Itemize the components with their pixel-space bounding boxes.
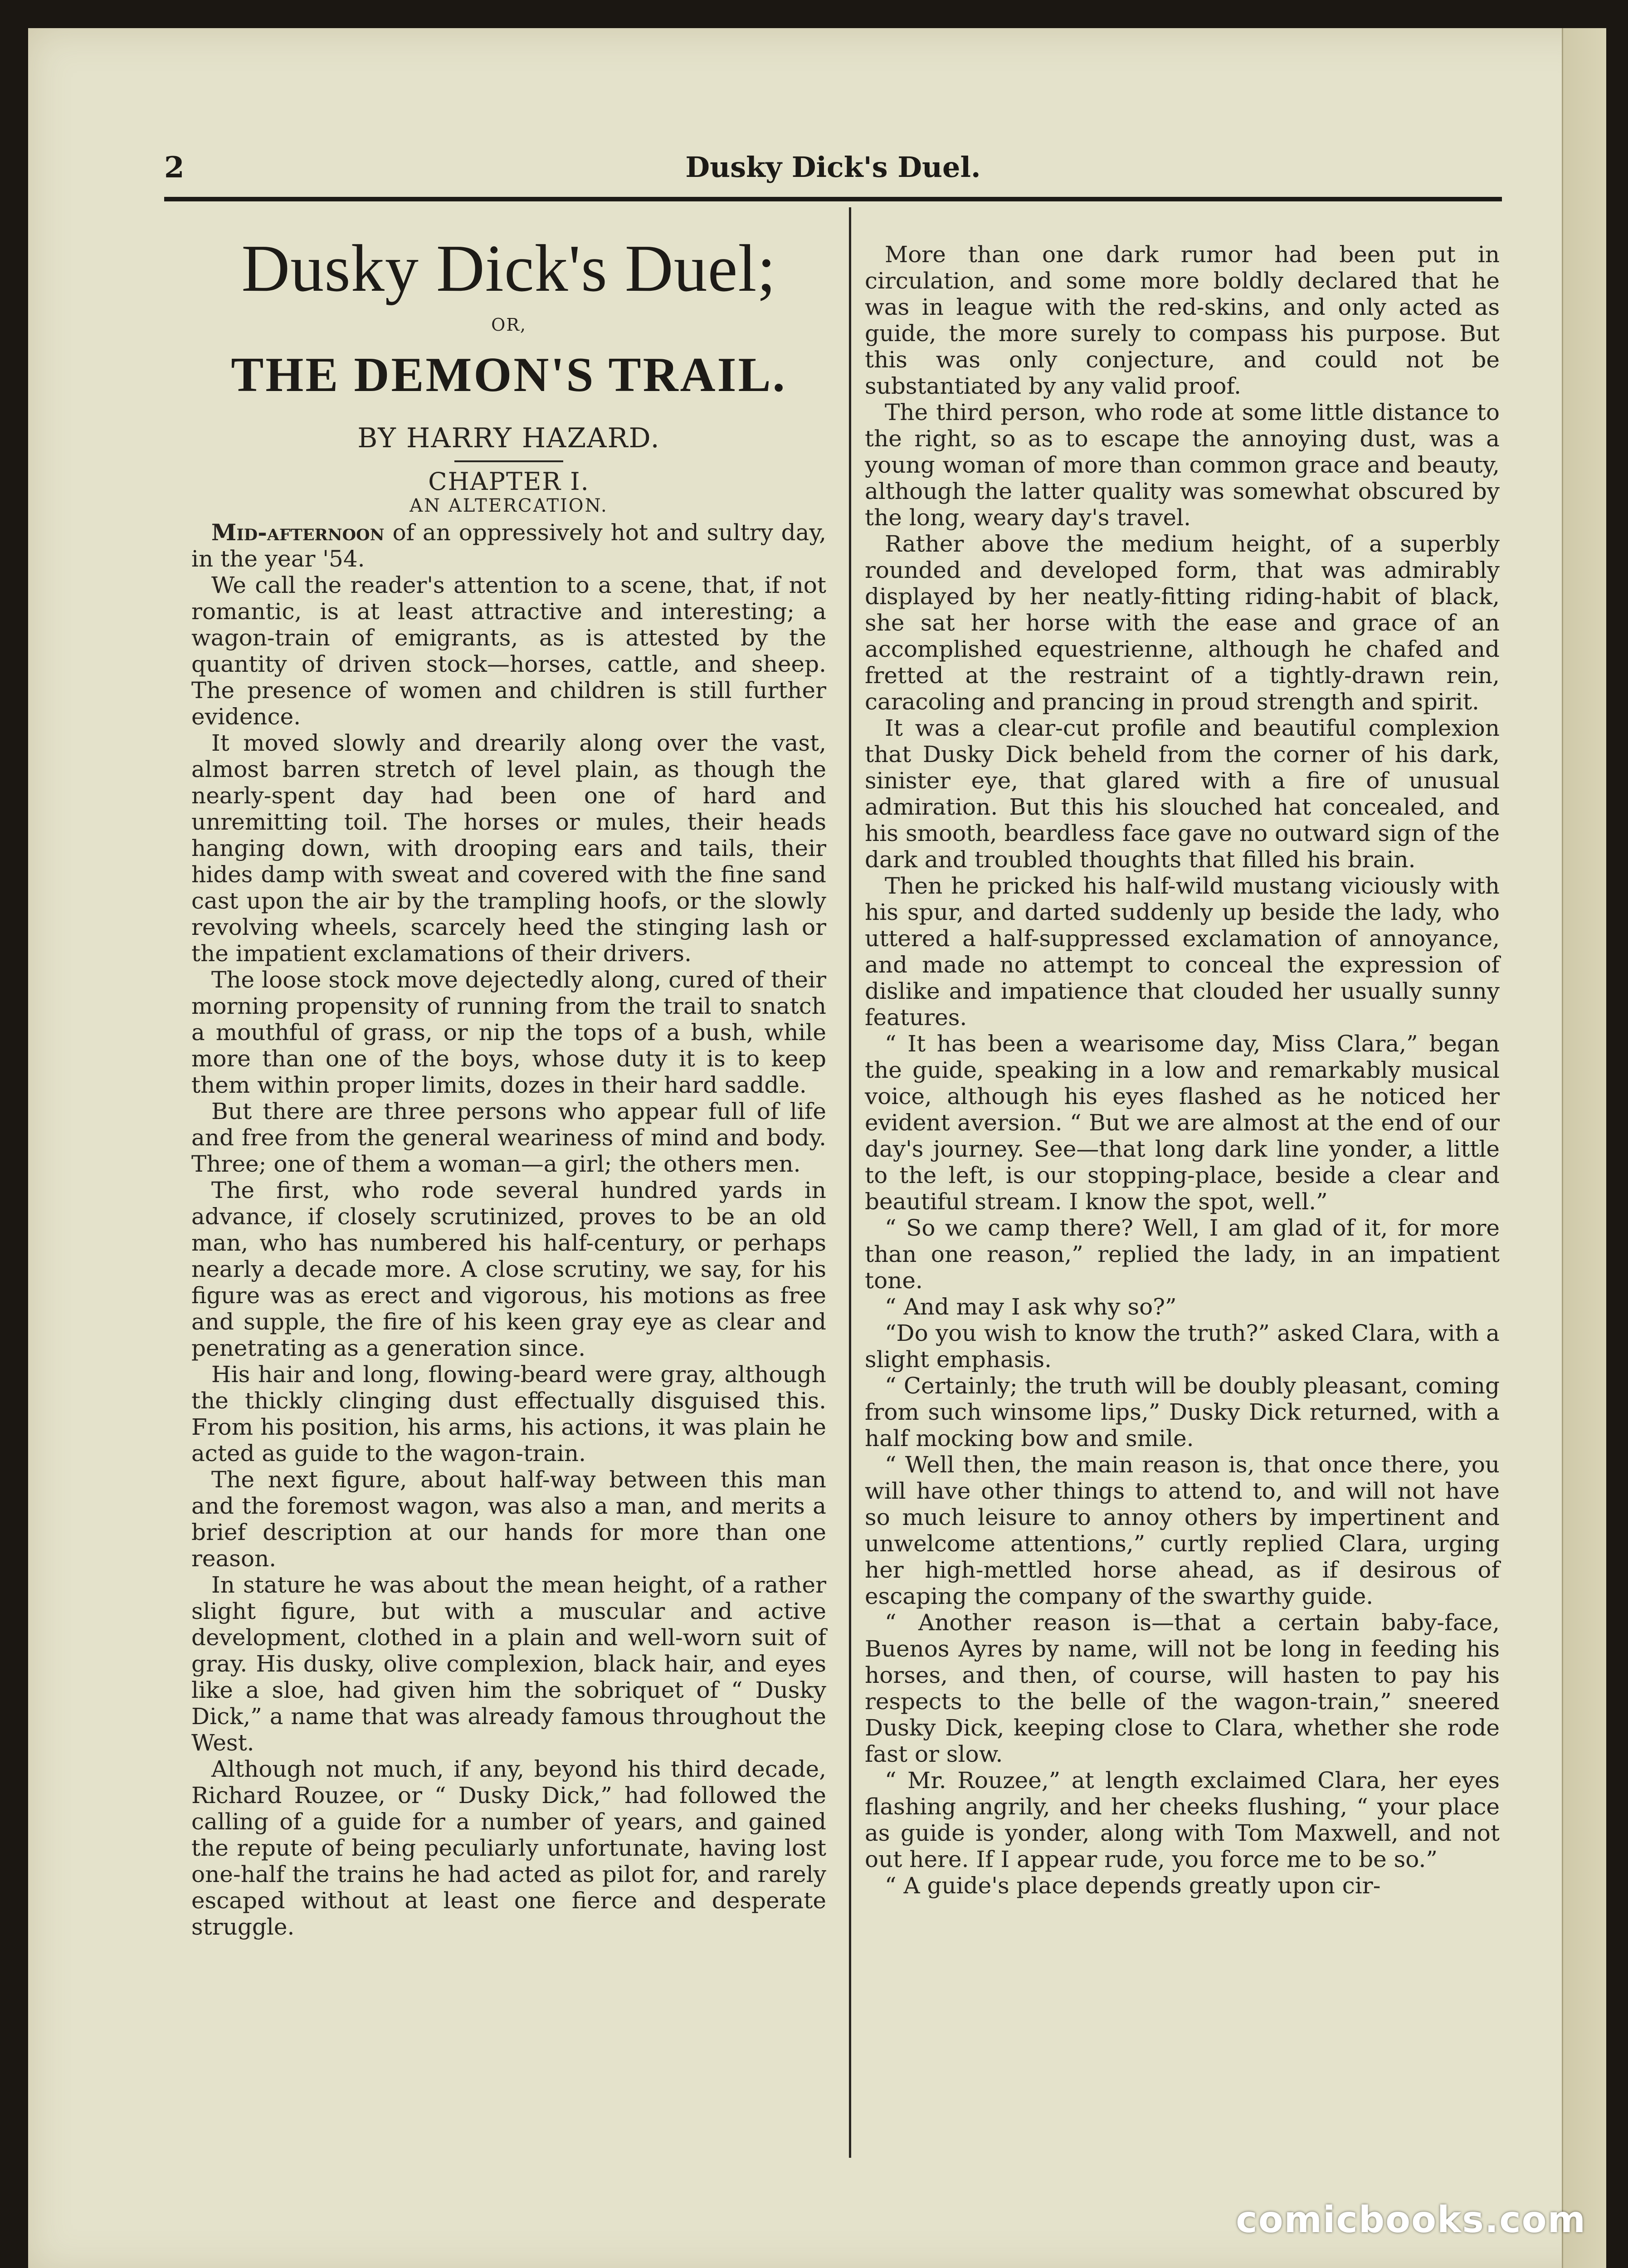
story-title: Dusky Dick's Duel; [241,231,776,306]
left-paragraph: The loose stock move dejectedly along, cured of their morning propensity of running from the trail to snatch a mouthful of grass, or nip the tops of a bush, while more than one of the boys, whose duty it is to keep them within proper limits, dozes in their hard saddle. [191,967,826,1098]
byline: BY HARRY HAZARD. [357,422,660,454]
left-paragraph: It moved slowly and drearily along over the vast, almost barren stretch of level plain, as though the nearly-spent day had been one of hard and unremitting toil. The horses or mules, their heads hanging down, with drooping ears and tails, their hides damp with sweat and covered with the fine sand cast upon the air by the trampling hoofs, or the slowly revolving wheels, scarcely heed the stinging lash or the impatient exclamations of their drivers. [191,730,826,967]
opening-paragraph [191,519,826,572]
left-paragraph: Although not much, if any, beyond his third decade, Richard Rouzee, or “ Dusky Dick,” had followed the calling of a guide for a number of years, and gained the repute of being peculiarly unfortunate, having lost one-half the trains he had acted as pilot for, and rarely escaped without at least one fierce and desperate struggle. [191,1756,826,1940]
right-paragraph: The third person, who rode at some little distance to the right, so as to escape the annoying dust, was a young woman of more than common grace and beauty, although the latter quality was somewhat obscured by the long, weary day's travel. [865,399,1500,531]
right-paragraph: “ Another reason is—that a certain baby-face, Buenos Ayres by name, will not be long in feeding his horses, and then, of course, will hasten to pay his respects to the belle of the wagon-train,” sneered Dusky Dick, keeping close to Clara, whether she rode fast or slow. [865,1609,1500,1767]
opening-rest: of an oppressively hot and sultry day, in the year '54. [191,519,826,572]
right-paragraph: More than one dark rumor had been put in circulation, and some more boldly declared that he was in league with the red-skins, and only acted as guide, the more surely to compass his purpose. But this was only conjecture, and could not be substantiated by any valid proof. [865,241,1500,399]
title-or: OR, [491,315,526,335]
chapter-title: AN ALTERCATION. [409,495,608,516]
watermark: comicbooks.com [1236,2199,1586,2241]
right-paragraph: “ Well then, the main reason is, that once there, you will have other things to attend to, and will not have so much leisure to annoy others by impertinent and unwelcome attentions,” curtly replied Clara, urging her high-mettled horse ahead, as if desirous of escaping the company of the swarthy guide. [865,1452,1500,1609]
right-paragraph: “ A guide's place depends greatly upon cir- [885,1872,1381,1899]
right-paragraph: “ So we camp there? Well, I am glad of it, for more than one reason,” replied the lady, in an impatient tone. [865,1215,1500,1294]
header-rule [164,197,1502,201]
newspaper-page [28,28,1606,2268]
right-paragraph: Then he pricked his half-wild mustang viciously with his spur, and darted suddenly up beside the lady, who uttered a half-suppressed exclamation of annoyance, and made no attempt to conceal the expression of dislike and impatience that clouded her usually sunny features. [865,873,1500,1031]
byline-rule [454,460,563,462]
page-number: 2 [164,151,185,185]
story-subtitle: THE DEMON'S TRAIL. [231,348,787,402]
running-title: Dusky Dick's Duel. [685,151,981,184]
left-paragraph: But there are three persons who appear full of life and free from the general weariness of mind and body. Three; one of them a woman—a girl; the others men. [191,1098,826,1177]
right-paragraph: “Do you wish to know the truth?” asked Clara, with a slight emphasis. [865,1320,1500,1373]
right-column [865,241,1500,1899]
left-column [191,230,826,1940]
right-paragraph: Rather above the medium height, of a superbly rounded and developed form, that was admirably displayed by her neatly-fitting riding-habit of black, she sat her horse with the ease and grace of an accomplished equestrienne, although he chafed and fretted at the restraint of a tightly-drawn rein, caracoling and prancing in proud strength and spirit. [865,531,1500,715]
opening-words: Mid-afternoon [211,519,385,546]
right-paragraph: “ It has been a wearisome day, Miss Clara,” began the guide, speaking in a low and remarkably musical voice, although his eyes flashed as he noticed her evident aversion. “ But we are almost at the end of our day's journey. See—that long dark line yonder, a little to the left, is our stopping-place, beside a clear and beautiful stream. I know the spot, well.” [865,1031,1500,1215]
left-paragraph: The next figure, about half-way between this man and the foremost wagon, was also a man, and merits a brief description at our hands for more than one reason. [191,1466,826,1572]
right-paragraph: “ Mr. Rouzee,” at length exclaimed Clara, her eyes flashing angrily, and her cheeks flushing, “ your place as guide is yonder, along with Tom Maxwell, and not out here. If I appear rude, you force me to be so.” [865,1767,1500,1872]
left-paragraph: In stature he was about the mean height, of a rather slight figure, but with a muscular and active development, clothed in a plain and well-worn suit of gray. His dusky, olive complexion, black hair, and eyes like a sloe, had given him the sobriquet of “ Dusky Dick,” a name that was already famous throughout the West. [191,1572,826,1756]
running-head [164,151,1502,191]
chapter-number: CHAPTER I. [428,467,590,496]
column-divider [849,207,851,2158]
left-paragraph: His hair and long, flowing-beard were gray, although the thickly clinging dust effectually disguised this. From his position, his arms, his actions, it was plain he acted as guide to the wagon-train. [191,1361,826,1466]
right-paragraph: “ And may I ask why so?” [885,1294,1177,1320]
right-paragraph: It was a clear-cut profile and beautiful complexion that Dusky Dick beheld from the corner of his dark, sinister eye, that glared with a fire of unusual admiration. But this his slouched hat concealed, and his smooth, beardless face gave no outward sign of the dark and troubled thoughts that filled his brain. [865,715,1500,873]
facing-page-edge [1562,28,1606,2268]
right-paragraph: “ Certainly; the truth will be doubly pleasant, coming from such winsome lips,” Dusky Dick returned, with a half mocking bow and smile. [865,1373,1500,1452]
left-paragraph: The first, who rode several hundred yards in advance, if closely scrutinized, proves to be an old man, who has numbered his half-century, or perhaps nearly a decade more. A close scrutiny, we say, for his figure was as erect and vigorous, his motions as free and supple, the fire of his keen gray eye as clear and penetrating as a generation since. [191,1177,826,1361]
left-paragraph: We call the reader's attention to a scene, that, if not romantic, is at least attractive and interesting; a wagon-train of emigrants, as is attested by the quantity of driven stock—horses, cattle, and sheep. The presence of women and children is still further evidence. [191,572,826,730]
